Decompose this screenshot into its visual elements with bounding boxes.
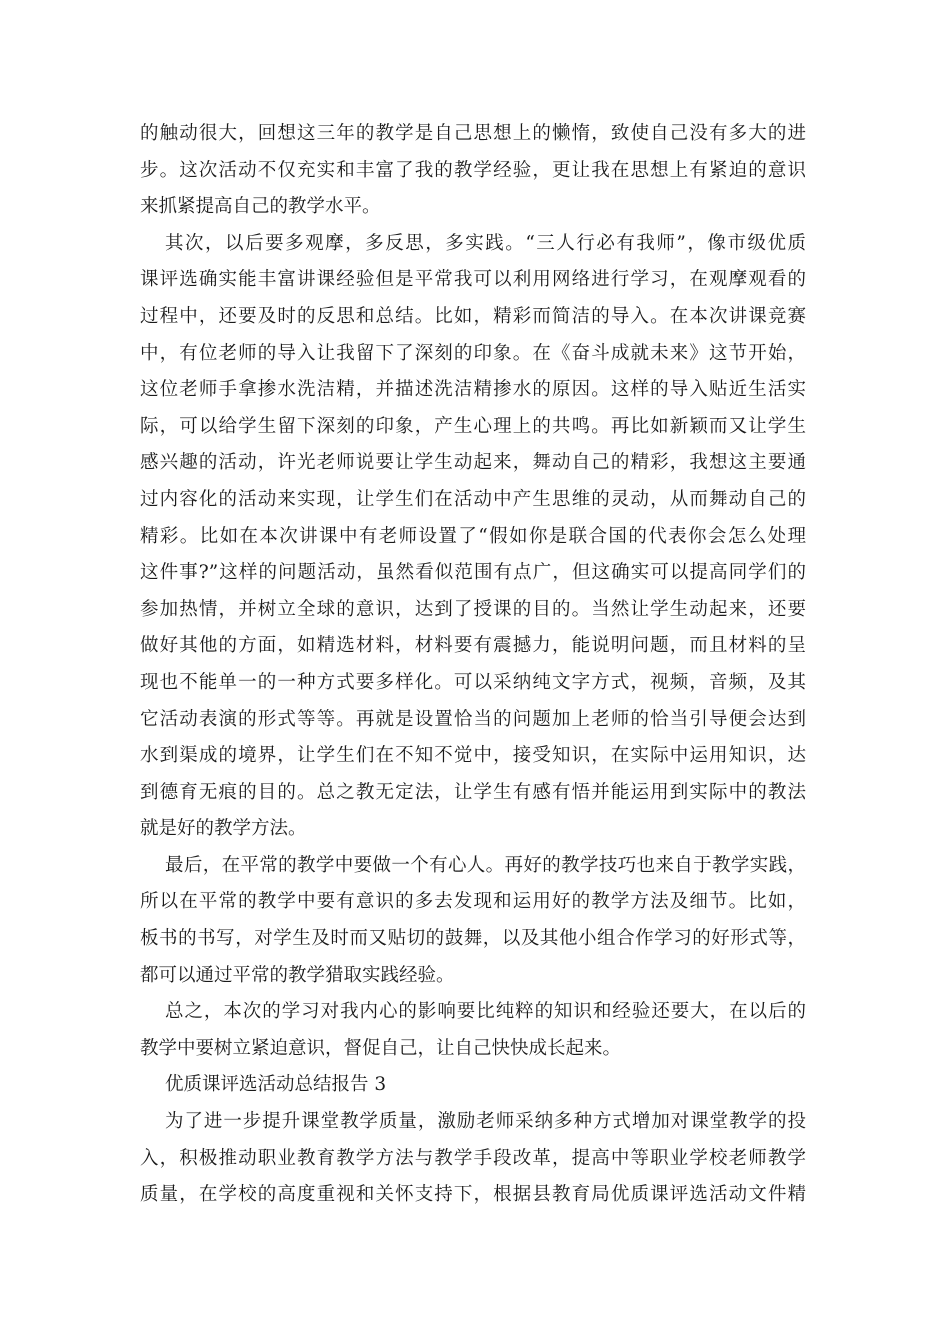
text-line: 这件事?”这样的问题活动，虽然看似范围有点广，但这确实可以提高同学们的 bbox=[140, 562, 806, 584]
text-line: 水到渠成的境界，让学生们在不知不觉中，接受知识，在实际中运用知识，达 bbox=[140, 745, 806, 767]
text-line: 所以在平常的教学中要有意识的多去发现和运用好的教学方法及细节。比如， bbox=[140, 891, 806, 913]
text-line: 其次，以后要多观摩，多反思，多实践。“三人行必有我师”，像市级优质 bbox=[165, 232, 806, 254]
text-line: 到德育无痕的目的。总之教无定法，让学生有感有悟并能运用到实际中的教法 bbox=[140, 781, 806, 803]
text-line: 它活动表演的形式等等。再就是设置恰当的问题加上老师的恰当引导便会达到 bbox=[140, 708, 806, 730]
text-line: 总之，本次的学习对我内心的影响要比纯粹的知识和经验还要大，在以后的 bbox=[165, 1001, 806, 1023]
text-line: 步。这次活动不仅充实和丰富了我的教学经验，更让我在思想上有紧迫的意识 bbox=[140, 159, 806, 181]
text-line: 质量，在学校的高度重视和关怀支持下，根据县教育局优质课评选活动文件精 bbox=[140, 1184, 806, 1206]
text-line: 的触动很大，回想这三年的教学是自己思想上的懒惰，致使自己没有多大的进 bbox=[140, 123, 806, 144]
text-line: 精彩。比如在本次讲课中有老师设置了“假如你是联合国的代表你会怎么处理 bbox=[140, 525, 806, 547]
text-line: 这位老师手拿掺水洗洁精，并描述洗洁精掺水的原因。这样的导入贴近生活实 bbox=[140, 379, 806, 401]
text-line: 中，有位老师的导入让我留下了深刻的印象。在《奋斗成就未来》这节开始， bbox=[140, 342, 806, 364]
text-line: 为了进一步提升课堂教学质量，激励老师采纳多种方式增加对课堂教学的投 bbox=[165, 1111, 806, 1133]
text-line: 最后，在平常的教学中要做一个有心人。再好的教学技巧也来自于教学实践， bbox=[165, 854, 806, 876]
text-line: 做好其他的方面，如精选材料，材料要有震撼力，能说明问题，而且材料的呈 bbox=[140, 635, 806, 657]
document-body bbox=[140, 116, 806, 1214]
text-line: 就是好的教学方法。 bbox=[140, 818, 307, 840]
text-line: 来抓紧提高自己的教学水平。 bbox=[140, 196, 381, 218]
text-line: 过内容化的活动来实现，让学生们在活动中产生思维的灵动，从而舞动自己的 bbox=[140, 488, 806, 510]
text-line: 入，积极推动职业教育教学方法与教学手段改革，提高中等职业学校老师教学 bbox=[140, 1147, 806, 1169]
text-line: 课评选确实能丰富讲课经验但是平常我可以利用网络进行学习，在观摩观看的 bbox=[140, 269, 806, 291]
text-line: 过程中，还要及时的反思和总结。比如，精彩而简洁的导入。在本次讲课竞赛 bbox=[140, 305, 806, 327]
text-line: 都可以通过平常的教学猎取实践经验。 bbox=[140, 964, 455, 986]
text-line: 感兴趣的活动，许光老师说要让学生动起来，舞动自己的精彩，我想这主要通 bbox=[140, 452, 806, 474]
text-line: 际，可以给学生留下深刻的印象，产生心理上的共鸣。再比如新颖而又让学生 bbox=[140, 415, 806, 437]
text-line: 教学中要树立紧迫意识，督促自己，让自己快快成长起来。 bbox=[140, 1037, 622, 1059]
text-line: 板书的书写，对学生及时而又贴切的鼓舞，以及其他小组合作学习的好形式等， bbox=[140, 928, 806, 950]
text-line: 现也不能单一的一种方式要多样化。可以采纳纯文字方式，视频，音频，及其 bbox=[140, 671, 806, 693]
text-line: 参加热情，并树立全球的意识，达到了授课的目的。当然让学生动起来，还要 bbox=[140, 598, 806, 620]
text-line: 优质课评选活动总结报告 3 bbox=[165, 1074, 387, 1096]
